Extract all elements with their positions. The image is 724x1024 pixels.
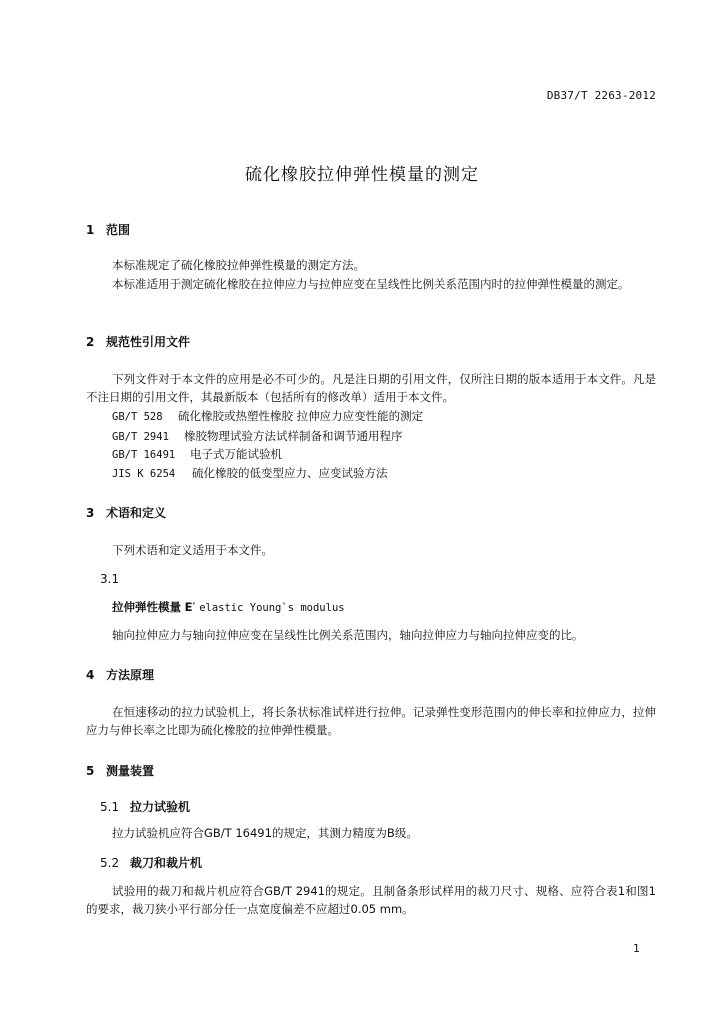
- reference-item: [112, 465, 388, 481]
- reference-code: JIS K 6254: [112, 468, 176, 480]
- section-2-heading: [86, 333, 190, 350]
- page-number: 1: [633, 942, 640, 955]
- term-english: elastic Young`s modulus: [199, 602, 345, 614]
- term-chinese: 拉伸弹性模量: [112, 600, 181, 614]
- reference-item: [112, 408, 423, 424]
- section-number: 4: [86, 668, 95, 682]
- subsection-title: 拉力试验机: [130, 800, 191, 814]
- section-title: 范围: [106, 223, 131, 237]
- section-1-paragraph-1: 本标准规定了硫化橡胶拉伸弹性模量的测定方法。: [112, 258, 365, 272]
- section-5-heading: [86, 762, 154, 779]
- reference-title: 硫化橡胶的低变型应力、应变试验方法: [192, 466, 388, 480]
- section-3-paragraph-1: 下列术语和定义适用于本文件。: [112, 543, 273, 557]
- subsection-number: 5.2: [100, 856, 120, 870]
- section-title: 方法原理: [106, 668, 155, 682]
- section-title: 术语和定义: [106, 506, 167, 520]
- section-number: 5: [86, 764, 95, 778]
- reference-item: [112, 428, 403, 444]
- subsection-number: 5.1: [100, 800, 120, 814]
- document-title: 硫化橡胶拉伸弹性模量的测定: [245, 165, 479, 185]
- subsection-5-1-heading: [100, 798, 190, 815]
- subsection-3-1-heading: [100, 572, 130, 586]
- section-4-paragraph-1: 在恒速移动的拉力试验机上，将长条状标准试样进行拉伸。记录弹性变形范围内的伸长率和拉伸应力，拉伸应力与伸长率之比即为硫化橡胶的拉伸弹性模量。: [86, 705, 656, 737]
- section-title: 规范性引用文件: [106, 335, 191, 349]
- reference-title: 橡胶物理试验方法试样制备和调节通用程序: [184, 429, 403, 443]
- section-3-heading: [86, 504, 166, 521]
- subsection-5-2-heading: [100, 854, 202, 871]
- section-number: 2: [86, 335, 95, 349]
- section-title: 测量装置: [106, 764, 155, 778]
- term-entry: [112, 599, 345, 615]
- subsection-number: 3.1: [100, 572, 120, 586]
- term-definition: 轴向拉伸应力与轴向拉伸应变在呈线性比例关系范围内，轴向拉伸应力与轴向拉伸应变的比。: [112, 628, 584, 642]
- subsection-5-2-text: 试验用的裁刀和裁片机应符合GB/T 2941的规定。且制备条形试样用的裁刀尺寸、规格、应符合表1和图1的要求，裁刀狭小平行部分任一点宽度偏差不应超过0.05 mm。: [86, 884, 656, 916]
- reference-item: [112, 446, 282, 462]
- reference-code: GB/T 528: [112, 411, 163, 423]
- reference-title: 硫化橡胶或热塑性橡胶 拉伸应力应变性能的测定: [178, 409, 424, 423]
- subsection-5-1-text: 拉力试验机应符合GB/T 16491的规定，其测力精度为B级。: [112, 826, 418, 840]
- subsection-title: 裁刀和裁片机: [130, 856, 203, 870]
- section-1-heading: [86, 221, 130, 238]
- section-number: 3: [86, 506, 95, 520]
- reference-code: GB/T 16491: [112, 449, 176, 461]
- reference-code: GB/T 2941: [112, 431, 169, 443]
- section-2-paragraph-1: 下列文件对于本文件的应用是必不可少的。凡是注日期的引用文件，仅所注日期的版本适用于本文件。凡是不注日期的引用文件，其最新版本（包括所有的修改单）适用于本文件。: [86, 372, 656, 404]
- reference-title: 电子式万能试验机: [190, 447, 282, 461]
- section-4-heading: [86, 666, 154, 683]
- section-1-paragraph-2: 本标准适用于测定硫化橡胶在拉伸应力与拉伸应变在呈线性比例关系范围内时的拉伸弹性模量的测定。: [112, 277, 630, 291]
- term-symbol: E′: [184, 600, 196, 614]
- standard-number: DB37/T 2263-2012: [546, 89, 656, 102]
- section-number: 1: [86, 223, 95, 237]
